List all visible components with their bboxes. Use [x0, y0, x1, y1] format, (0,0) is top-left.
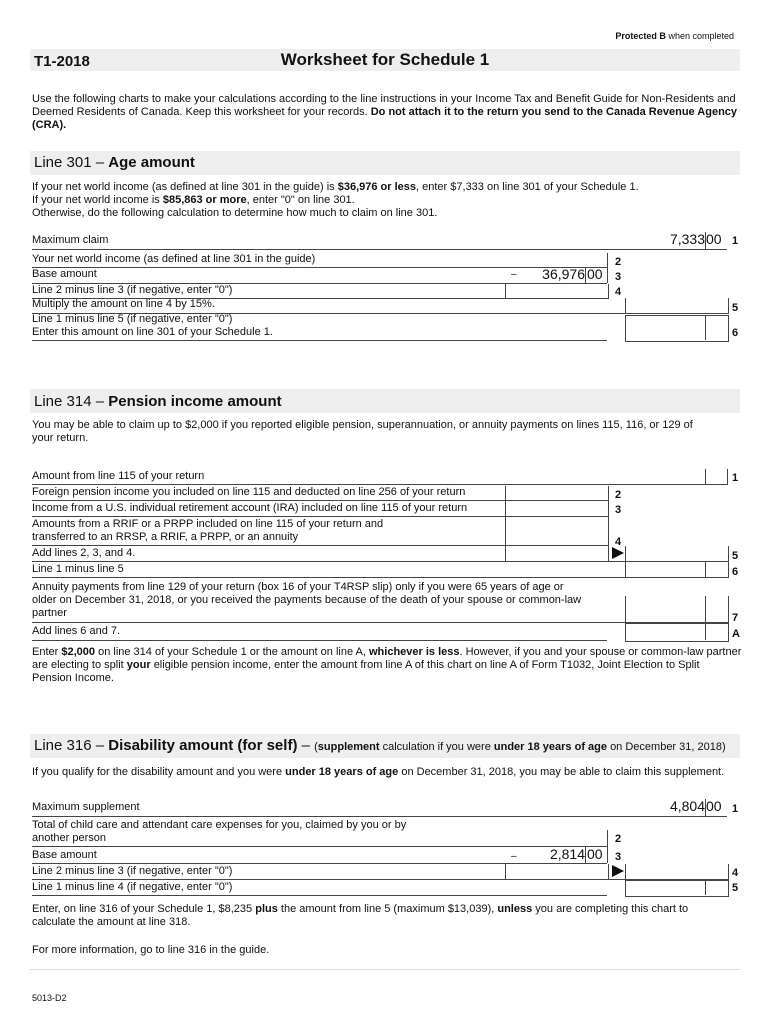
s316-row-label: Maximum supplement	[32, 801, 140, 813]
minus-sign: –	[511, 851, 517, 862]
line-number: 1	[732, 803, 739, 815]
line-number: 2	[615, 489, 622, 501]
intro-paragraph: Use the following charts to make your calculations according to the line instructions in your Income Tax and Benefit Guide for Non-Residents and Deemed Residents of Canada. Keep this worksheet for your records. Do not attach it to the return you send to the Canada Revenue Agency (CRA).	[32, 93, 738, 131]
line-number: 3	[615, 851, 622, 863]
s316-note-2: For more information, go to line 316 in the guide.	[32, 944, 270, 956]
line-number: A	[732, 628, 740, 640]
s316-row-label: Line 1 minus line 4 (if negative, enter "0")	[32, 881, 233, 893]
s314-row-label: Annuity payments from line 129 of your return (box 16 of your T4RSP slip) only if you were 65 years of age or	[32, 581, 564, 593]
line-number: 2	[615, 833, 622, 845]
line-number: 6	[732, 327, 739, 339]
s314-row-label: partner	[32, 607, 67, 619]
s316-row-label: another person	[32, 832, 106, 844]
minus-sign: –	[511, 269, 517, 280]
line-number: 2	[615, 256, 622, 268]
line-number: 1	[732, 235, 739, 247]
s314-row-label: Amount from line 115 of your return	[32, 470, 205, 482]
s314-lineA-field[interactable]	[625, 623, 729, 642]
s316-row-label: Line 2 minus line 3 (if negative, enter "0")	[32, 865, 233, 877]
s314-line2-field[interactable]	[505, 486, 609, 501]
s316-line4-field[interactable]	[625, 864, 729, 880]
s314-line6-field[interactable]	[625, 562, 729, 578]
s301-row-label: Base amount	[32, 268, 97, 280]
s301-max-dollars: 7,333	[669, 231, 705, 247]
s316-base-dollars: 2,814	[549, 846, 585, 862]
form-code: 5013-D2	[32, 993, 67, 1003]
s301-row-label: Enter this amount on line 301 of your Schedule 1.	[32, 326, 273, 338]
line-number: 7	[732, 612, 739, 624]
line-number: 5	[732, 550, 739, 562]
s301-max-cents: 00	[706, 231, 722, 247]
s301-base-dollars: 36,976	[542, 266, 585, 282]
line-number: 1	[732, 472, 739, 484]
page-title: Worksheet for Schedule 1	[280, 50, 490, 69]
s301-line5-field[interactable]	[625, 298, 729, 314]
line-number: 3	[615, 271, 622, 283]
s316-line2-field[interactable]	[505, 830, 608, 847]
s301-row-label: Line 2 minus line 3 (if negative, enter "0")	[32, 284, 233, 296]
s301-line4-field[interactable]	[505, 284, 609, 299]
s314-row-label: Amounts from a RRIF or a PRPP included on line 115 of your return and	[32, 518, 384, 530]
line-number: 5	[732, 302, 739, 314]
line-number: 6	[732, 566, 739, 578]
s316-max-dollars: 4,804	[669, 798, 705, 814]
s314-row-label: Add lines 2, 3, and 4.	[32, 547, 136, 559]
s314-line5-field[interactable]	[625, 546, 729, 562]
s316-line4-sub-field[interactable]	[505, 864, 609, 880]
s314-intro: You may be able to claim up to $2,000 if you reported eligible pension, superannuation, or annuity payments on lines 115, 116, or 129 of your return.	[32, 419, 693, 444]
s301-para-3: Otherwise, do the following calculation to determine how much to claim on line 301.	[32, 207, 438, 219]
section-heading-316: Line 316 – Disability amount (for self) – (supplement calculation if you were under 18 years of age on December 31, 2018)	[34, 737, 726, 754]
arrow-right-icon	[612, 865, 624, 877]
s301-row-label: Line 1 minus line 5 (if negative, enter "0")	[32, 313, 233, 325]
s316-row-label: Base amount	[32, 849, 97, 861]
s316-row-label: Total of child care and attendant care expenses for you, claimed by you or by	[32, 819, 407, 831]
line-number: 3	[615, 504, 622, 516]
s301-row-label: Maximum claim	[32, 234, 109, 246]
s316-note-1: Enter, on line 316 of your Schedule 1, $8,235 plus the amount from line 5 (maximum $13,039), unless you are completing this chart to calculate the amount at line 318.	[32, 903, 689, 928]
line-number: 5	[732, 882, 739, 894]
form-number: T1-2018	[34, 53, 90, 70]
s301-row-label: Multiply the amount on line 4 by 15%.	[32, 298, 215, 310]
s316-base-cents: 00	[587, 846, 603, 862]
s314-line4-field[interactable]	[505, 517, 609, 546]
s314-row-label: Foreign pension income you included on line 115 and deducted on line 256 of your return	[32, 486, 466, 498]
s316-intro: If you qualify for the disability amount and you were under 18 years of age on December 31, 2018, you may be able to claim this supplement.	[32, 766, 725, 778]
line-number: 4	[615, 536, 622, 548]
s314-note: Enter $2,000 on line 314 of your Schedule 1 or the amount on line A, whichever is less. However, if you and your spouse or common-law partner are electing to split your eligible pension income, enter the amount from line A of this chart on line A of Form T1032, Joint Election to Split Pension Income.	[32, 646, 742, 684]
s314-row-label: older on December 31, 2018, or you received the payments because of the death of your spouse or common-law	[32, 594, 582, 606]
s314-row-label: Line 1 minus line 5	[32, 563, 124, 575]
section-heading-301: Line 301 – Age amount	[34, 154, 195, 171]
protected-b-label: Protected B when completed	[615, 31, 734, 41]
line-number: 4	[732, 867, 739, 879]
arrow-right-icon	[612, 547, 624, 559]
s314-line1-field[interactable]	[625, 469, 728, 485]
line-number: 4	[615, 286, 622, 298]
s314-line3-field[interactable]	[505, 501, 609, 517]
s314-row-label: Add lines 6 and 7.	[32, 625, 121, 637]
section-heading-314: Line 314 – Pension income amount	[34, 393, 282, 410]
s314-line5-sub-field[interactable]	[505, 546, 609, 562]
s314-line7-field[interactable]	[625, 596, 729, 623]
s301-base-cents: 00	[587, 266, 603, 282]
s301-para-1: If your net world income (as defined at line 301 in the guide) is $36,976 or less, enter $7,333 on line 301 of your Schedule 1.	[32, 181, 639, 193]
s316-max-cents: 00	[706, 798, 722, 814]
s301-row-label: Your net world income (as defined at line 301 in the guide)	[32, 253, 316, 265]
s301-line6-field[interactable]	[625, 315, 729, 342]
s301-para-2: If your net world income is $85,863 or more, enter "0" on line 301.	[32, 194, 355, 206]
s314-row-label: transferred to an RRSP, a RRIF, a PRPP, or an annuity	[32, 531, 299, 543]
s314-row-label: Income from a U.S. individual retirement account (IRA) included on line 115 of your return	[32, 502, 468, 514]
s316-line5-field[interactable]	[625, 880, 729, 897]
